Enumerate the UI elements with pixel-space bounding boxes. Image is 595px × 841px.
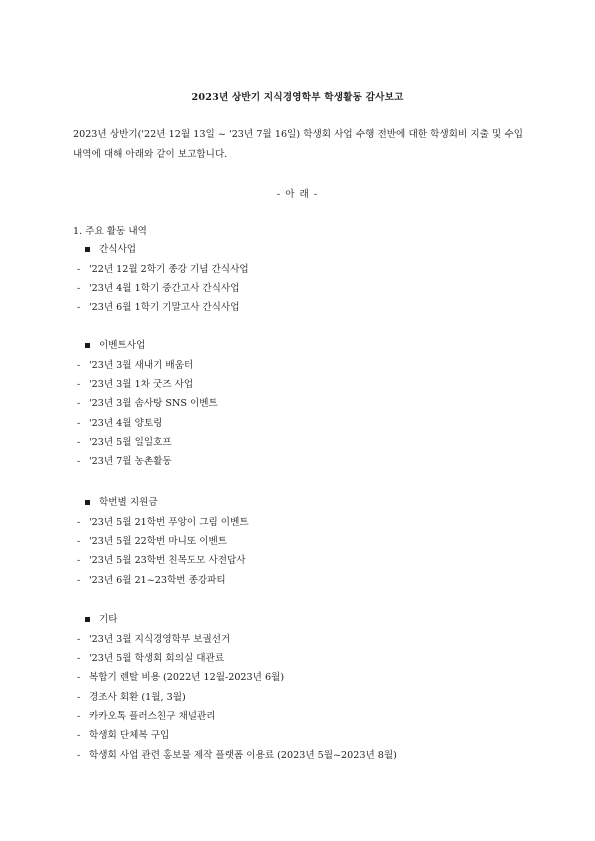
- list-item: - '23년 5월 23학번 친목도모 사전답사: [77, 555, 246, 567]
- list-item: - '23년 7월 농촌활동: [77, 456, 172, 468]
- group-label-text: 기타: [99, 614, 118, 625]
- list-item: - '23년 5월 22학번 마니또 이벤트: [77, 535, 228, 547]
- list-item: - '22년 12월 2학기 종강 기념 간식사업: [77, 263, 249, 275]
- section-title: 1. 주요 활동 내역: [73, 226, 147, 237]
- group-label-text: 간식사업: [99, 244, 137, 255]
- list-item: - '23년 4월 양토링: [77, 417, 163, 429]
- square-bullet-icon: [85, 617, 90, 622]
- list-item: - '23년 3월 지식경영학부 보궐선거: [77, 633, 231, 645]
- intro-paragraph: 2023년 상반기('22년 12월 13일 ~ '23년 7월 16일) 학생회 사업 수행 전반에 대한 학생회비 지출 및 수입 내역에 대해 아래와 같이 보고합니다.: [73, 129, 523, 160]
- list-item: - 복합기 렌탈 비용 (2022년 12월-2023년 6월): [77, 672, 285, 684]
- group-label-text: 학번별 지원금: [99, 497, 158, 508]
- document-title: 2023년 상반기 지식경영학부 학생활동 감사보고: [191, 92, 404, 103]
- group-label: [77, 610, 537, 630]
- square-bullet-icon: [85, 247, 90, 252]
- activity-group-snack: [77, 240, 537, 318]
- list-item: - 학생회 사업 관련 홍보물 제작 플랫폼 이용료 (2023년 5월~2023년 8월): [77, 749, 397, 761]
- list-item: - 학생회 단체복 구입: [77, 730, 170, 742]
- list-item: - '23년 6월 21~23학번 종강파티: [77, 574, 226, 586]
- list-item: - '23년 6월 1학기 기말고사 간식사업: [77, 302, 240, 314]
- group-label: [77, 493, 537, 513]
- activity-group-event: [77, 336, 537, 472]
- arae-heading: - 아 래 -: [276, 189, 319, 200]
- list-item: - '23년 5월 21학번 푸앙이 그림 이벤트: [77, 516, 249, 528]
- activity-group-etc: [77, 610, 537, 765]
- group-label-text: 이벤트사업: [99, 340, 146, 351]
- list-item: - '23년 3월 새내기 배움터: [77, 359, 194, 371]
- list-item: - '23년 3월 솜사탕 SNS 이벤트: [77, 398, 218, 410]
- list-item: - 카카오톡 플러스친구 채널관리: [77, 711, 216, 723]
- square-bullet-icon: [85, 343, 90, 348]
- list-item: - '23년 5월 일일호프: [77, 437, 172, 449]
- list-item: - '23년 4월 1학기 중간고사 간식사업: [77, 282, 240, 294]
- square-bullet-icon: [85, 500, 90, 505]
- list-item: - '23년 3월 1차 굿즈 사업: [77, 378, 194, 390]
- group-label: [77, 336, 537, 356]
- group-label: [77, 240, 537, 260]
- list-item: - '23년 5월 학생회 회의실 대관료: [77, 652, 225, 664]
- activity-group-class-support: [77, 493, 537, 590]
- list-item: - 경조사 회환 (1월, 3월): [77, 691, 186, 703]
